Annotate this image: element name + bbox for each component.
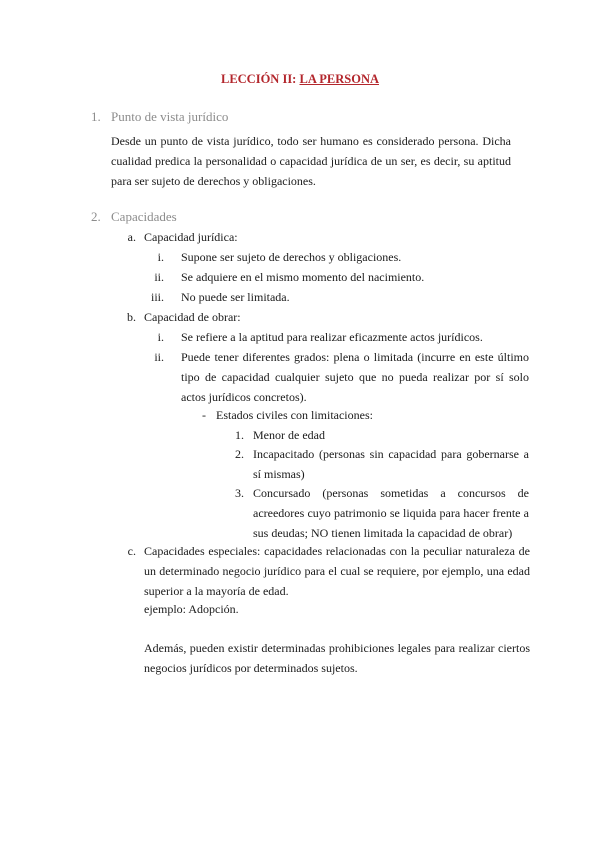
section-1-heading: [91, 109, 228, 125]
item-c-text: Capacidades especiales: capacidades relacionadas con la peculiar naturaleza de un determinado negocio jurídico para el cual se requiere, por ejemplo, una edad superior a la mayoría de edad.: [144, 544, 530, 598]
civil-status-2-marker: 2.: [235, 447, 244, 461]
item-a-ii-marker: ii.: [154, 270, 164, 284]
section-2-number: 2.: [91, 209, 101, 224]
lesson-title: [0, 72, 600, 87]
item-a-i-text: Supone ser sujeto de derechos y obligaciones.: [181, 250, 402, 264]
lesson-title-prefix: LECCIÓN II:: [220, 72, 300, 86]
civil-status-3-marker: 3.: [235, 486, 244, 500]
item-b-ii-marker: ii.: [154, 350, 164, 364]
item-a-i-marker: i.: [157, 250, 164, 264]
section-1-heading-text: Punto de vista jurídico: [111, 109, 229, 124]
item-a-label: Capacidad jurídica:: [144, 230, 238, 244]
section-2-heading-text: Capacidades: [111, 209, 177, 224]
item-b-marker: b.: [127, 310, 136, 324]
item-b-i-marker: i.: [157, 330, 164, 344]
item-b-ii-text: Puede tener diferentes grados: plena o limitada (incurre en este último tipo de capacidad cualquier sujeto que no pueda realizar por sí solo actos jurídicos concretos).: [181, 350, 529, 404]
civil-status-3-text: Concursado (personas sometidas a concursos de acreedores cuyo patrimonio se liquida para hacer frente a sus deudas; NO tienen limitada la capacidad de obrar): [253, 486, 529, 540]
item-a-ii-text: Se adquiere en el mismo momento del nacimiento.: [181, 270, 425, 284]
item-a-iii-marker: iii.: [150, 290, 164, 304]
section-1-number: 1.: [91, 109, 101, 124]
civil-status-1-marker: 1.: [235, 428, 244, 442]
item-a-iii-text: No puede ser limitada.: [181, 290, 290, 304]
civil-status-dash: -: [202, 408, 206, 422]
item-b-i-text: Se refiere a la aptitud para realizar eficazmente actos jurídicos.: [181, 330, 483, 344]
section-1-body: Desde un punto de vista jurídico, todo ser humano es considerado persona. Dicha cualidad predica la personalidad o capacidad jurídica de un ser, es decir, su aptitud para ser sujeto de derechos y obligaciones.: [111, 134, 511, 188]
item-c-extra: Además, pueden existir determinadas prohibiciones legales para realizar ciertos negocios jurídicos por determinados sujetos.: [144, 641, 530, 675]
item-c-example: ejemplo: Adopción.: [144, 602, 239, 616]
civil-status-1-text: Menor de edad: [253, 428, 325, 442]
item-c-marker: c.: [127, 544, 136, 558]
lesson-title-topic: LA PERSONA: [299, 72, 380, 86]
item-a-marker: a.: [127, 230, 136, 244]
item-b-label: Capacidad de obrar:: [144, 310, 241, 324]
civil-status-label: Estados civiles con limitaciones:: [216, 408, 373, 422]
civil-status-2-text: Incapacitado (personas sin capacidad para gobernarse a sí mismas): [253, 447, 529, 481]
section-2-heading: [91, 209, 177, 225]
